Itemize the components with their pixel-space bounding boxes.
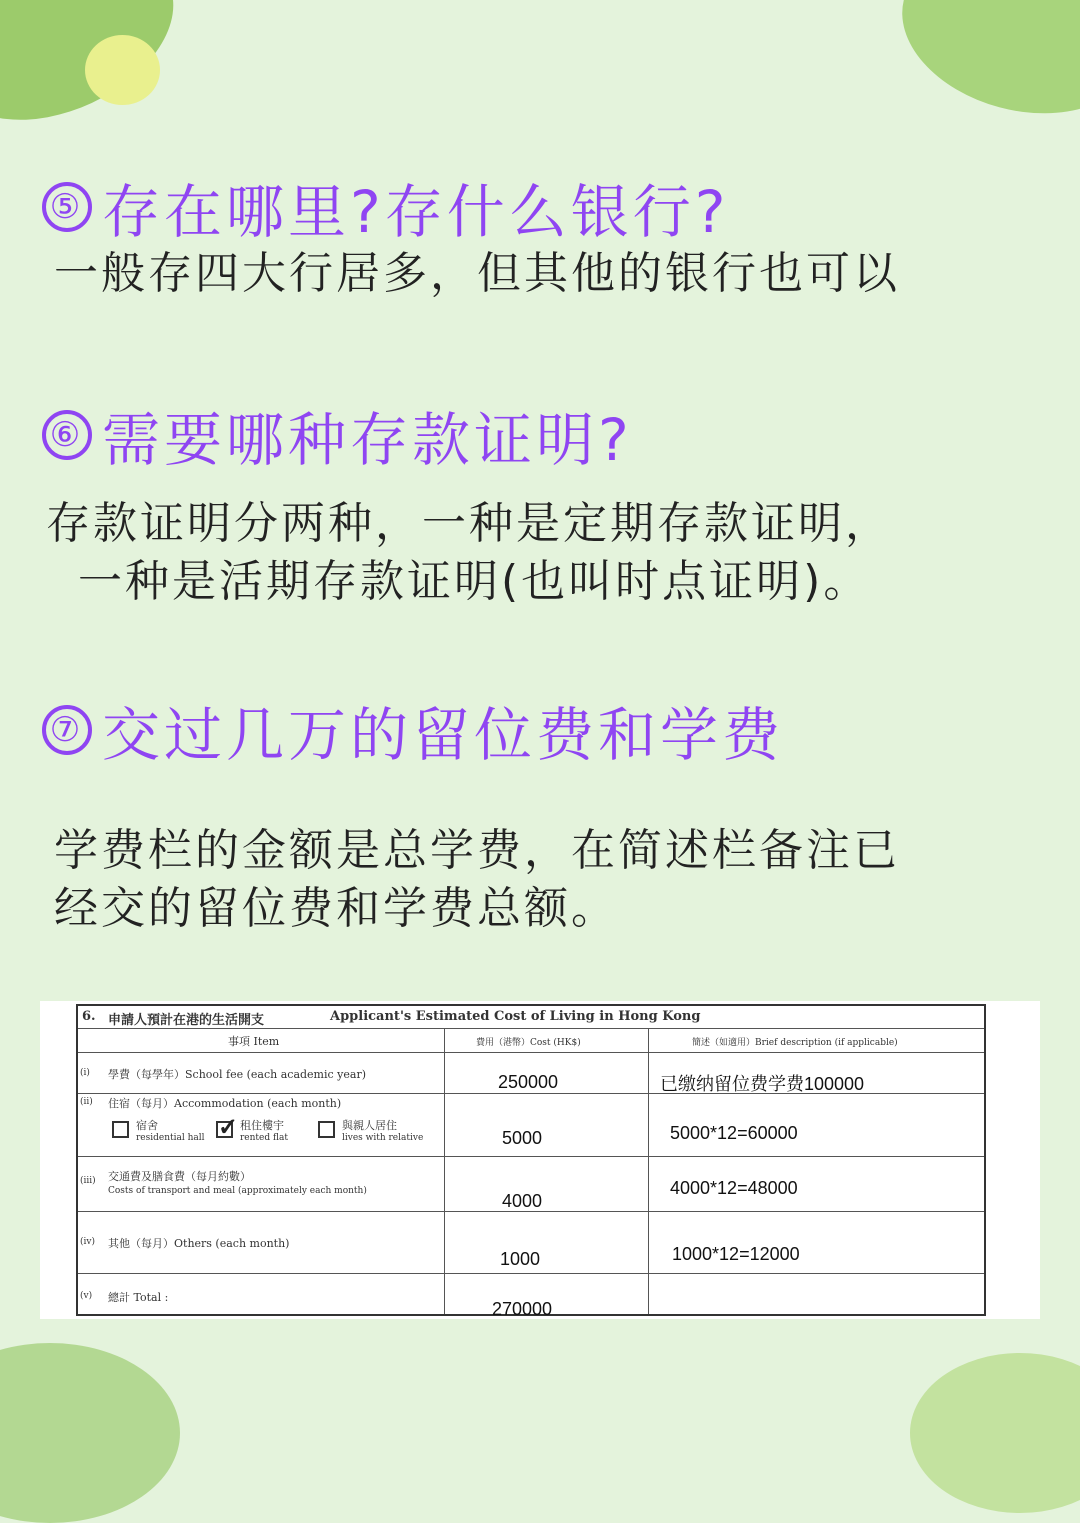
body-line: 经交的留位费和学费总额。 <box>54 883 618 934</box>
option-label-zh: 宿舍 <box>136 1119 158 1132</box>
lives-with-relative-checkbox[interactable] <box>318 1121 335 1138</box>
row-number: (v) <box>80 1291 93 1301</box>
section-number: ⑦ <box>42 705 92 755</box>
row-label: 學費（每學年）School fee (each academic year) <box>108 1068 366 1081</box>
option-label-en: lives with relative <box>342 1133 424 1143</box>
form-row-transport-meal <box>78 1156 984 1212</box>
row-number: (iii) <box>80 1176 96 1186</box>
cost-value: 250000 <box>498 1072 559 1092</box>
option-label-en: residential hall <box>136 1133 205 1143</box>
description-value: 已缴纳留位费学费100000 <box>660 1074 865 1094</box>
form-title-number: 6. <box>82 1009 96 1024</box>
row-number: (ii) <box>80 1097 93 1107</box>
row-label-en: Costs of transport and meal (approximately each month) <box>108 1186 367 1196</box>
form-row-school-fee <box>78 1052 984 1094</box>
section-7-body <box>54 822 900 938</box>
row-label: 住宿（每月）Accommodation (each month) <box>108 1097 342 1110</box>
option-label-en: rented flat <box>240 1133 288 1143</box>
section-7-heading <box>42 688 784 772</box>
cost-value: 5000 <box>502 1128 543 1148</box>
section-5-body <box>54 245 900 303</box>
form-row-accommodation <box>78 1093 984 1157</box>
row-number: (iv) <box>80 1237 95 1247</box>
header-cost: 費用（港幣）Cost (HK$) <box>476 1038 581 1048</box>
section-title: 存在哪里?存什么银行? <box>102 178 730 246</box>
section-title: 需要哪种存款证明? <box>102 406 633 474</box>
section-number: ⑥ <box>42 410 92 460</box>
decor-blob <box>883 0 1080 138</box>
form-title-row <box>78 1006 984 1029</box>
header-description: 簡述（如適用）Brief description (if applicable) <box>692 1038 898 1048</box>
section-5-heading <box>42 165 730 249</box>
form-row-others <box>78 1211 984 1274</box>
form-row-total <box>78 1273 984 1319</box>
cost-value: 270000 <box>492 1299 553 1319</box>
check-mark-icon: ✓ <box>218 1112 239 1141</box>
row-label: 交通費及膳食費（每月約數） <box>108 1170 251 1183</box>
form-table <box>76 1004 986 1319</box>
row-label: 其他（每月）Others (each month) <box>108 1237 290 1250</box>
description-value: 1000*12=12000 <box>672 1244 800 1264</box>
option-label-zh: 與親人居住 <box>342 1119 397 1132</box>
cost-value: 1000 <box>500 1249 541 1269</box>
form-title-zh: 申請人預計在港的生活開支 <box>108 1013 265 1028</box>
option-label-zh: 租住樓宇 <box>240 1119 284 1132</box>
section-title: 交过几万的留位费和学费 <box>102 701 785 769</box>
decor-blob <box>85 35 160 105</box>
row-number: (i) <box>80 1068 90 1078</box>
body-line: 学费栏的金额是总学费，在简述栏备注已 <box>54 825 900 876</box>
section-6-body <box>46 495 892 611</box>
residential-hall-checkbox[interactable] <box>112 1121 129 1138</box>
description-value: 4000*12=48000 <box>670 1178 798 1198</box>
decor-blob <box>910 1353 1080 1513</box>
decor-blob <box>0 1343 180 1523</box>
cost-value: 4000 <box>502 1191 543 1211</box>
section-number: ⑤ <box>42 182 92 232</box>
header-item: 事項 Item <box>228 1035 280 1048</box>
form-header-row <box>78 1028 984 1053</box>
cost-of-living-form <box>40 1001 1040 1319</box>
form-title-en: Applicant's Estimated Cost of Living in Hong Kong <box>330 1009 701 1024</box>
section-6-heading <box>42 393 633 477</box>
row-label: 總計 Total : <box>108 1291 169 1304</box>
description-value: 5000*12=60000 <box>670 1123 798 1143</box>
body-line: 存款证明分两种，一种是定期存款证明， <box>46 498 892 549</box>
body-line: 一般存四大行居多，但其他的银行也可以 <box>54 248 900 299</box>
body-line: 一种是活期存款证明(也叫时点证明)。 <box>78 556 871 607</box>
